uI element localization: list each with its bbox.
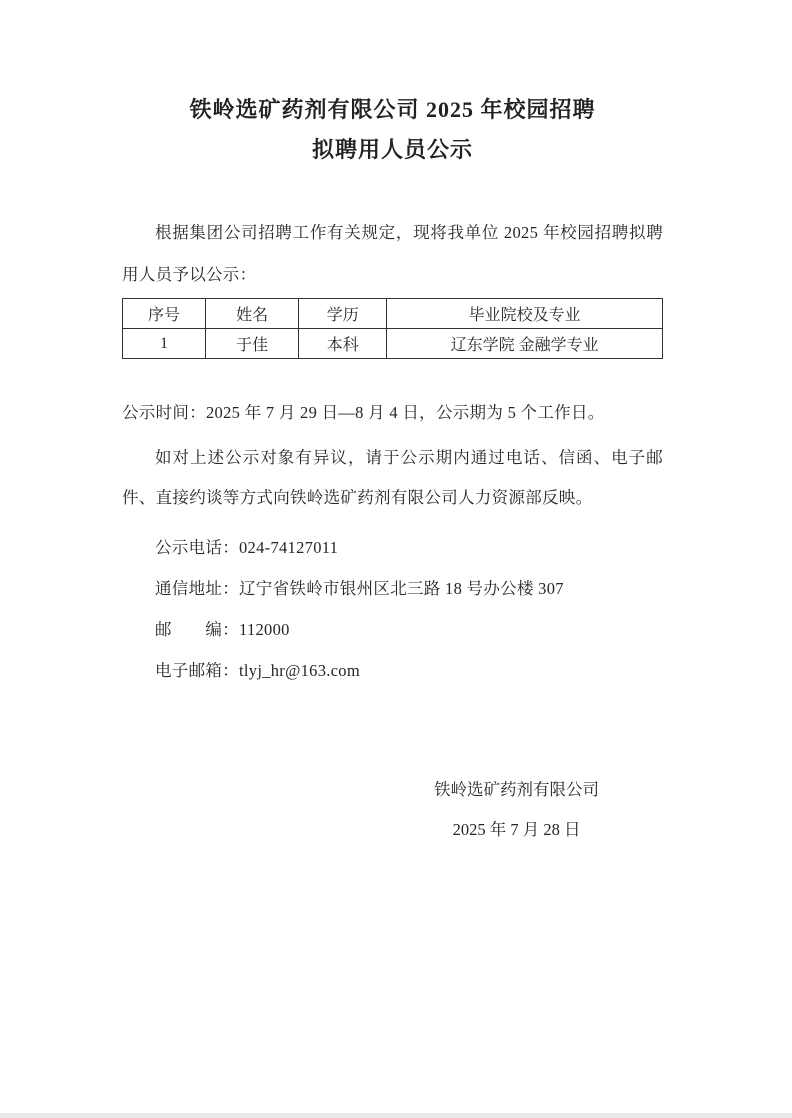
- cell-education: 本科: [299, 329, 387, 359]
- signature-date: 2025 年 7 月 28 日: [452, 820, 581, 839]
- objection-paragraph: 如对上述公示对象有异议，请于公示期内通过电话、信函、电子邮件、直接约谈等方式向铁岭选矿药剂有限公司人力资源部反映。: [122, 448, 663, 507]
- page-bottom-edge: [0, 1113, 792, 1118]
- cell-school-major: 辽东学院 金融学专业: [387, 329, 663, 359]
- column-header-name: 姓名: [205, 299, 298, 329]
- signature-inner: [434, 770, 599, 850]
- signature-block: [122, 770, 663, 850]
- column-header-school-major: 毕业院校及专业: [387, 299, 663, 329]
- intro-paragraph: 根据集团公司招聘工作有关规定，现将我单位 2025 年校园招聘拟聘用人员予以公示：: [122, 223, 663, 284]
- address-line: 通信地址：辽宁省铁岭市银州区北三路 18 号办公楼 307: [155, 579, 564, 598]
- contact-info-block: [122, 527, 663, 691]
- title-line-2: 拟聘用人员公示: [311, 137, 473, 162]
- column-header-education: 学历: [299, 299, 387, 329]
- column-header-index: 序号: [123, 299, 206, 329]
- publicity-period-paragraph: 公示时间：2025 年 7 月 29 日—8 月 4 日，公示期为 5 个工作日。: [122, 403, 605, 422]
- email-line: 电子邮箱：tlyj_hr@163.com: [155, 661, 360, 680]
- postcode-line: 邮 编：112000: [155, 620, 290, 639]
- hired-candidates-table: [122, 298, 663, 359]
- phone-line: 公示电话：024-74127011: [155, 538, 339, 557]
- cell-name: 于佳: [205, 329, 298, 359]
- document-title: [122, 0, 663, 170]
- title-line-1: 铁岭选矿药剂有限公司 2025 年校园招聘: [189, 97, 596, 122]
- document-content: [122, 0, 663, 850]
- table-row: [123, 329, 663, 359]
- table-header-row: [123, 299, 663, 329]
- signature-company: 铁岭选矿药剂有限公司: [434, 780, 599, 799]
- cell-index: 1: [123, 329, 206, 359]
